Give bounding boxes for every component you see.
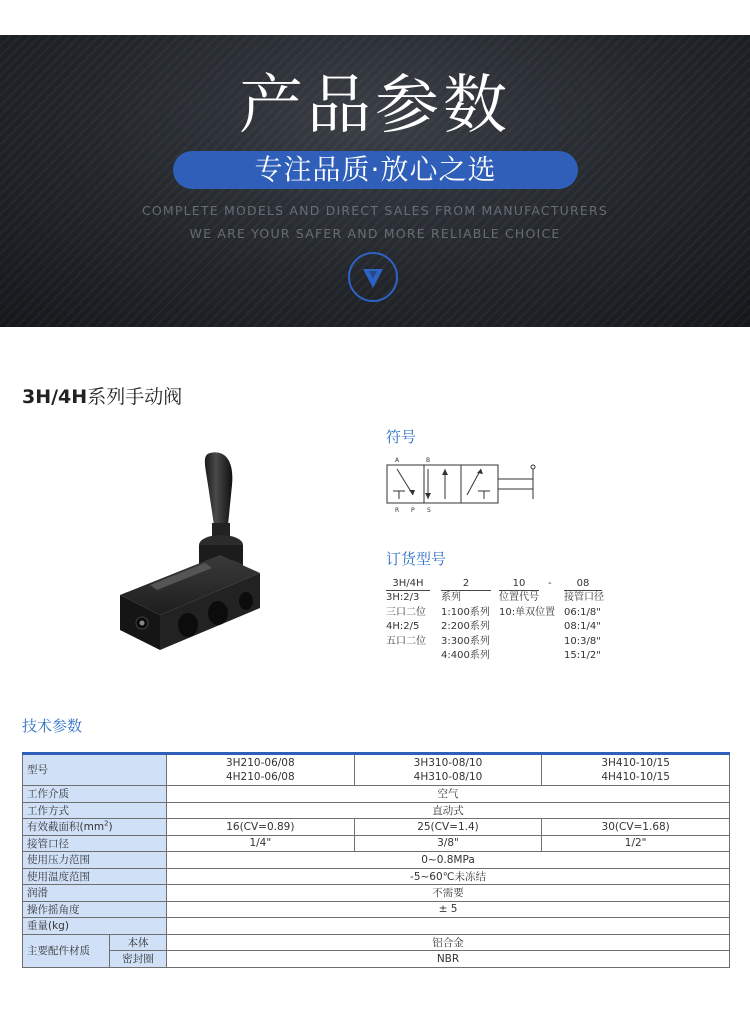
scroll-down-button[interactable]: [348, 252, 398, 302]
row-label: 重量(kg): [23, 918, 167, 935]
order-col-series-head: 2: [441, 578, 491, 591]
row-value: 不需要: [167, 885, 730, 902]
row-label: 使用温度范围: [23, 868, 167, 885]
row-value: 30(CV=1.68): [542, 819, 730, 836]
row-value: 铝合金: [167, 934, 730, 951]
tech-spec-table: [22, 752, 730, 968]
list-item: 1:100系列: [441, 606, 490, 618]
list-item: 10:单双位置: [499, 606, 556, 618]
hero-banner: [0, 35, 750, 327]
table-row: [23, 885, 730, 902]
tagline-line-1: COMPLETE MODELS AND DIRECT SALES FROM MANUFACTURERS: [141, 203, 609, 218]
row-value: 直动式: [167, 802, 730, 819]
port-s-label: S: [427, 507, 431, 514]
list-item: 位置代号: [499, 592, 539, 603]
port-p-label: P: [411, 507, 415, 514]
model-cell: [167, 754, 355, 786]
table-row: [23, 852, 730, 869]
row-value: NBR: [167, 951, 730, 968]
port-r-label: R: [395, 507, 400, 514]
row-value: 1/4": [167, 835, 355, 852]
row-value: 0~0.8MPa: [167, 852, 730, 869]
row-label: 操作摇角度: [23, 901, 167, 918]
row-value: [167, 918, 730, 935]
row-value: ± 5: [167, 901, 730, 918]
order-col-port-head: 08: [564, 578, 602, 591]
slogan-badge: 专注品质·放心之选: [173, 151, 578, 189]
row-value: 16(CV=0.89): [167, 819, 355, 836]
table-row: [23, 819, 730, 836]
order-col-type: [386, 578, 434, 649]
page-title: 产品参数: [239, 69, 511, 143]
order-col-port: [564, 578, 624, 664]
model-code: 3H410-10/15: [601, 757, 670, 769]
list-item: 2:200系列: [441, 621, 490, 632]
row-label: 工作介质: [23, 786, 167, 803]
model-header: 型号: [23, 754, 167, 786]
row-sublabel: 密封圈: [110, 951, 167, 968]
order-col-position-head: 10: [499, 578, 539, 591]
order-col-type-head: 3H/4H: [386, 578, 430, 591]
manual-valve-image: [110, 445, 280, 655]
tagline-line-2: WE ARE YOUR SAFER AND MORE RELIABLE CHOICE: [189, 226, 561, 241]
order-code-label: 订货型号: [386, 550, 447, 568]
list-item: 3:300系列: [441, 635, 490, 647]
order-dash: -: [548, 578, 552, 589]
model-code: 4H410-10/15: [601, 771, 670, 783]
model-code: 4H310-08/10: [413, 771, 483, 783]
list-item: 08:1/4": [564, 621, 601, 632]
product-title: [22, 382, 182, 409]
row-value: -5~60℃未冻结: [167, 868, 730, 885]
table-row: [23, 868, 730, 885]
table-row: [23, 901, 730, 918]
list-item: 06:1/8": [564, 606, 601, 618]
row-sublabel: 本体: [110, 934, 167, 951]
list-item: 15:1/2": [564, 650, 601, 661]
table-row: [23, 934, 730, 951]
port-a-label: A: [395, 457, 400, 464]
table-row: [23, 786, 730, 803]
product-title-name: 系列手动阀: [87, 386, 183, 408]
order-col-position: [499, 578, 563, 620]
list-item: 接管口径: [564, 592, 604, 603]
model-cell: [354, 754, 542, 786]
row-label-end: ): [108, 821, 113, 834]
list-item: 五口二位: [386, 635, 426, 647]
valve-symbol-diagram: [385, 455, 545, 515]
row-value: 1/2": [542, 835, 730, 852]
row-label: 润滑: [23, 885, 167, 902]
order-col-series: [441, 578, 497, 664]
row-label: 工作方式: [23, 802, 167, 819]
table-row: [23, 918, 730, 935]
product-title-series: 3H/4H: [22, 386, 88, 408]
row-value: 25(CV=1.4): [354, 819, 542, 836]
list-item: 三口二位: [386, 606, 426, 618]
table-row: [23, 835, 730, 852]
list-item: 系列: [441, 592, 461, 603]
row-value: 空气: [167, 786, 730, 803]
model-code: 3H210-06/08: [225, 757, 295, 769]
table-row: [23, 951, 730, 968]
list-item: 3H:2/3: [386, 592, 420, 603]
model-code: 4H210-06/08: [225, 771, 295, 783]
row-label: 接管口径: [23, 835, 167, 852]
table-row: [23, 754, 730, 786]
row-label-sup: 2: [104, 819, 109, 828]
symbol-label: 符号: [386, 428, 417, 446]
model-code: 3H310-08/10: [413, 757, 483, 769]
list-item: 10:3/8": [564, 635, 601, 647]
row-label: 使用压力范围: [23, 852, 167, 869]
list-item: 4H:2/5: [386, 621, 420, 632]
model-cell: [542, 754, 730, 786]
table-row: [23, 802, 730, 819]
port-b-label: B: [426, 457, 431, 464]
list-item: 4:400系列: [441, 650, 490, 661]
row-label: [23, 819, 167, 836]
chevron-down-icon: [362, 267, 384, 289]
row-label-text: 有效截面积(mm: [27, 821, 105, 834]
tech-spec-label: 技术参数: [22, 717, 83, 735]
row-value: 3/8": [354, 835, 542, 852]
row-label: 主要配件材质: [23, 934, 110, 967]
